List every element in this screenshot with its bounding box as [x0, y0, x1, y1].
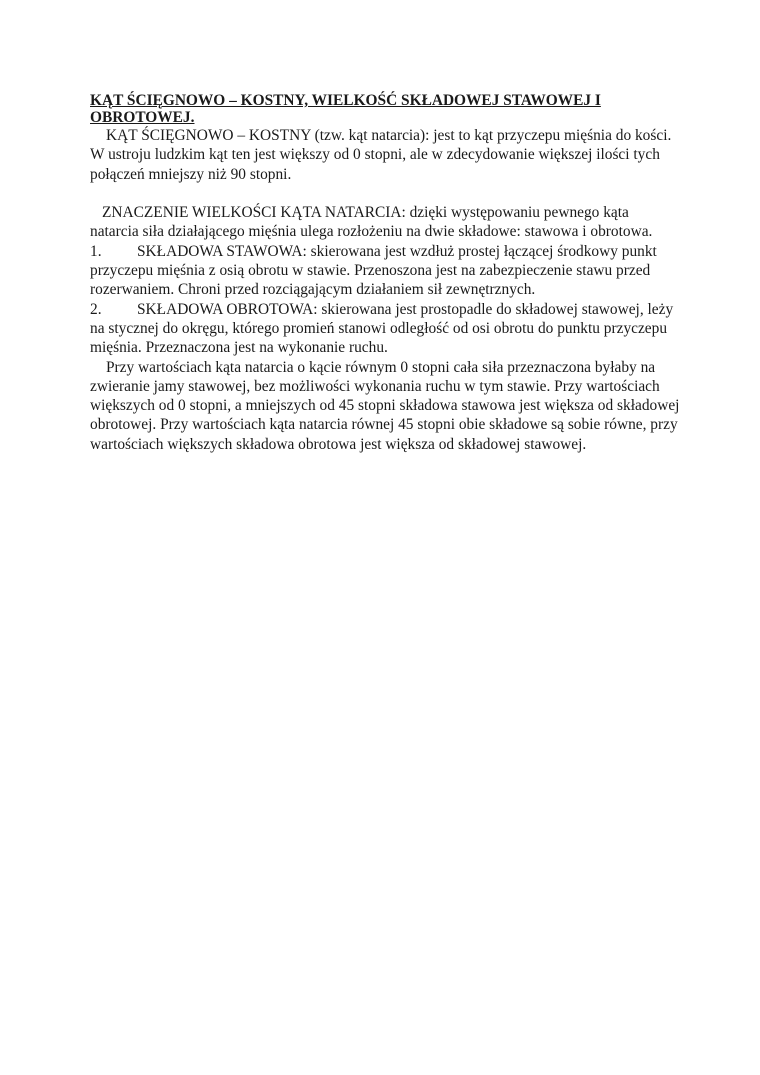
list-item-text: SKŁADOWA OBROTOWA: skierowana jest prostopadle do składowej stawowej, leży na stycznej do okręgu, którego promień stanowi odległość od osi obrotu do punktu przyczepu mięśnia. Przeznaczona jest na wykonanie ruchu.	[90, 300, 674, 357]
paragraph-spacer	[90, 184, 680, 203]
significance-paragraph: ZNACZENIE WIELKOŚCI KĄTA NATARCIA: dzięki występowaniu pewnego kąta natarcia siła działającego mięśnia ulega rozłożeniu na dwie składowe: stawowa i obrotowa.	[90, 204, 653, 241]
list-item	[90, 242, 680, 300]
document-title: KĄT ŚCIĘGNOWO – KOSTNY, WIELKOŚĆ SKŁADOWEJ STAWOWEJ I OBROTOWEJ.	[90, 92, 601, 126]
list-item-text: SKŁADOWA STAWOWA: skierowana jest wzdłuż prostej łączącej środkowy punkt przyczepu mięśnia z osią obrotu w stawie. Przenoszona jest na zabezpieczenie stawu przed rozerwaniem. Chroni przed rozciągającym działaniem sił zewnętrznych.	[90, 242, 657, 299]
list-item-number: 2.	[90, 300, 102, 318]
intro-paragraph: KĄT ŚCIĘGNOWO – KOSTNY (tzw. kąt natarcia): jest to kąt przyczepu mięśnia do kości. W ustroju ludzkim kąt ten jest większy od 0 stopni, ale w zdecydowanie większej ilości tych połączeń mniejszy niż 90 stopni.	[90, 127, 672, 183]
conclusion-paragraph: Przy wartościach kąta natarcia o kącie równym 0 stopni cała siła przeznaczona byłaby na zwieranie jamy stawowej, bez możliwości wykonania ruchu w tym stawie. Przy wartościach większych od 0 stopni, a mniejszych od 45 stopni składowa stawowa jest większa od składowej obrotowej. Przy wartościach kąta natarcia równej 45 stopni obie składowe są sobie równe, przy wartościach większych składowa obrotowa jest większa od składowej stawowej.	[90, 358, 680, 453]
document-page	[90, 92, 680, 454]
list-item-number: 1.	[90, 242, 102, 260]
list-item	[90, 300, 680, 358]
